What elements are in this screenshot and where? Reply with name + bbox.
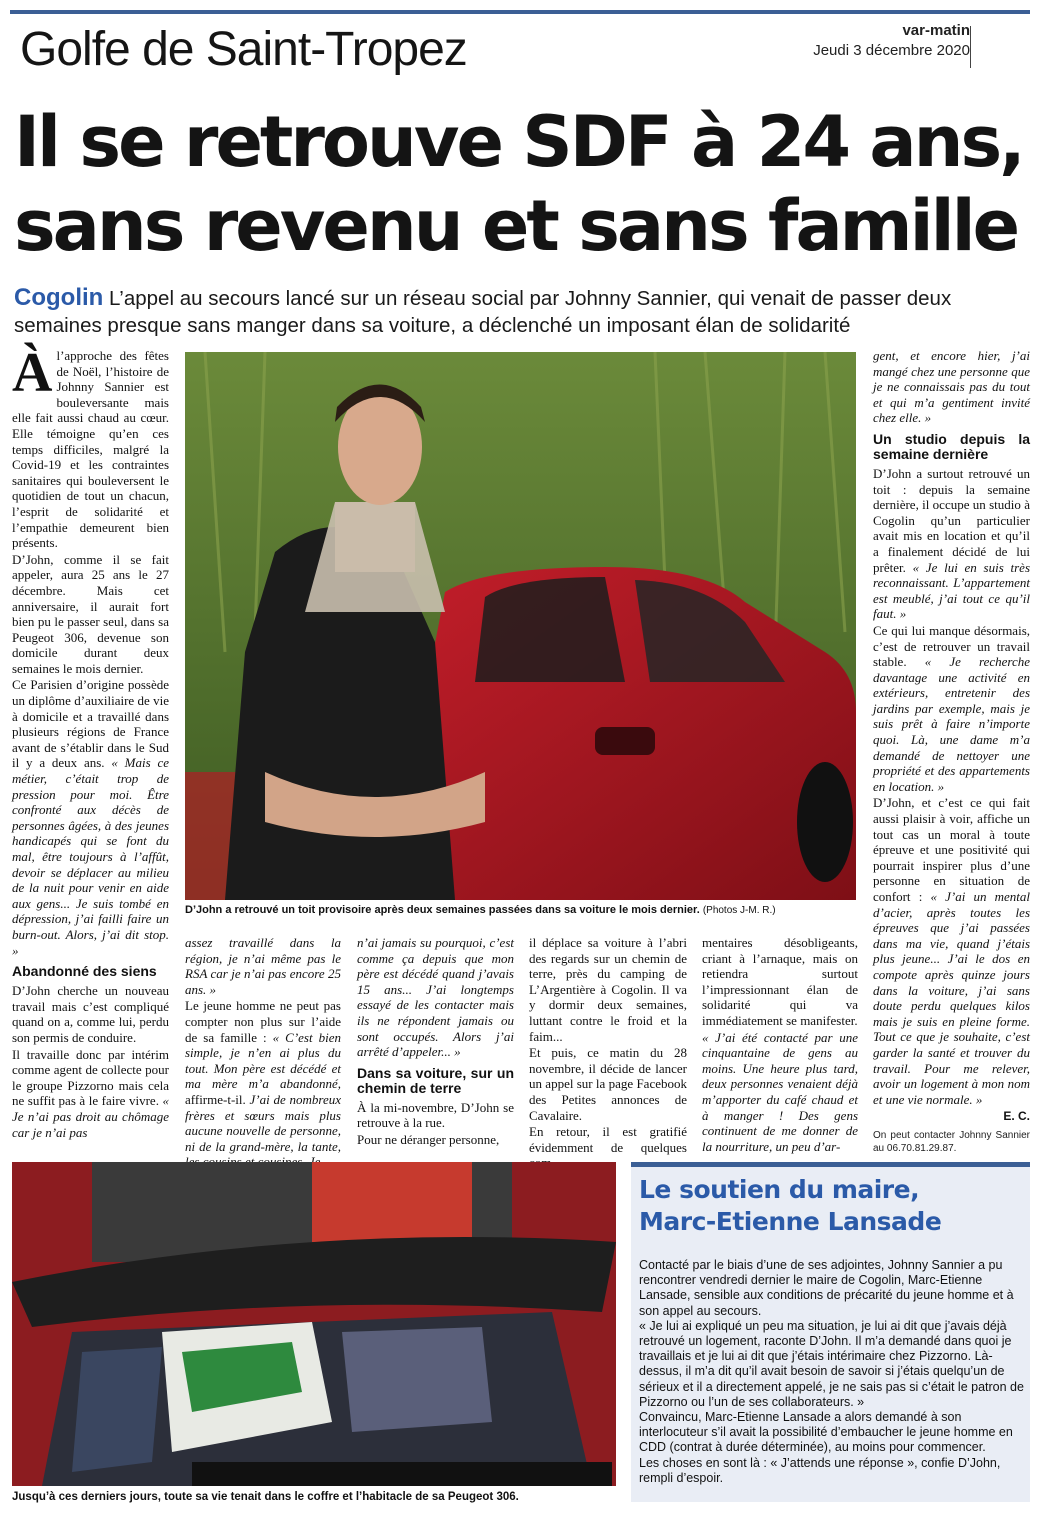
col1-paragraph-2: D’John, comme il se fait appeler, aura 25 ans le 27 décembre. Mais cet anniversaire, il aurait fort bien pu le passer seul, dans sa Peugeot 306, devenue son domicile durant deux semaines le mois dernier. — [12, 551, 169, 676]
col1-paragraph-4: D’John cherche un nouveau travail mais c’est compliqué quand on a, comme lui, perdu son permis de conduire. — [12, 983, 169, 1045]
issue-date: Jeudi 3 décembre 2020 — [813, 42, 970, 59]
lead — [14, 284, 1034, 339]
col3-paragraph-2: À la mi-novembre, D’John se retrouve à la rue. — [357, 1099, 514, 1131]
col6-p4-quote: « J’ai un mental d’acier, après toutes les épreuves que j’ai passées dans ma vie, quand j’étais plus jeune... J’ai le dos en compote après quinze jours dans la voiture, j’ai sans doute perdu quelques kilos mais je suis en pleine forme. Tout ce que je souhaite, c’est garder la santé et trouver du travail. Pour me relever, avoir un logement à mon nom et une vie normale. » — [873, 889, 1030, 1107]
col6-p3-quote: « Je recherche davantage une activité en extérieurs, entretenir des jardins par exemple, mais je suis prêt à faire n’importe quoi. Là, une dame m’a demandé de nettoyer une propriété et des appartements en location. » — [873, 654, 1030, 794]
col1-p5-quote: « Je n’ai pas droit au chômage car je n’ai pas — [12, 1093, 169, 1140]
headline-line-2: sans revenu et sans famille — [14, 185, 1018, 267]
column-2 — [185, 935, 341, 1171]
col1-p3-quote: « Mais ce métier, c’était trop de pression pour moi. Être confronté aux décès de personnes âgées, à des jeunes handicapés qui se font du mal, être toujours à l’affût, devoir se déplacer au milieu de la nuit pour venir en aide aux gens... Je suis tombé en dépression, j’ai failli faire un burn-out. Alors, j’ai dit stop. » — [12, 755, 170, 958]
photo-man-car-image — [185, 352, 856, 900]
mayor-box-paragraph-3: Convaincu, Marc-Etienne Lansade a alors demandé à son interlocuteur s’il avait la possibilité d’embaucher le jeune homme en CDD (contrat à durée déterminée), au moins pour commencer. — [639, 1410, 1013, 1455]
subhead-abandonne: Abandonné des siens — [12, 963, 157, 980]
section-title: Golfe de Saint-Tropez — [20, 23, 467, 76]
masthead — [813, 22, 970, 59]
lead-text: L’appel au secours lancé sur un réseau social par Johnny Sannier, qui venait de passer deux semaines presque sans manger dans sa voiture, a déclenché un imposant élan de solidarité — [14, 287, 952, 337]
col6-paragraph-1 — [873, 348, 1030, 426]
headline-line-1: Il se retrouve SDF à 24 ans, — [14, 101, 1023, 183]
photo-car-trunk — [12, 1162, 616, 1486]
mayor-box-paragraph-2: « Je lui ai expliqué un peu ma situation, je lui ai dit que j’avais déjà retrouvé un logement, raconte D’John. Il m’a demandé dans quoi je travaillais et je lui ai dit que j’étais intérimaire chez Pizzorno. Là-dessus, il m’a dit qu’il avait besoin de savoir si j’étais quelqu’un de sérieux et il a directement appelé, je ne sais pas si c’était le patron de Pizzorno ou l’un de ses collaborateurs. » — [639, 1318, 1024, 1409]
photo-credit: (Photos J-M. R.) — [702, 905, 776, 916]
lead-town: Cogolin — [14, 284, 104, 311]
mayor-box-rule — [631, 1162, 1030, 1167]
col4-paragraph-3: En retour, il est gratifié évidemment de quelques — [529, 1124, 687, 1155]
photo-car-trunk-caption: Jusqu’à ces derniers jours, toute sa vie tenait dans le coffre et l’habitacle de sa Peugeot 306. — [12, 1491, 519, 1503]
top-rule — [10, 10, 1030, 14]
column-5 — [702, 935, 858, 1155]
dropcap: À — [12, 342, 53, 404]
col2-p2-quote-2: J’ai de nombreux frères et sœurs mais plus aucune nouvelle de personne, ni de la grand-mère, la tante, — [185, 1091, 341, 1154]
col2-p1-quote: assez travaillé dans la région, je n’ai même pas le RSA car je n’ai pas encore 25 ans. » — [185, 935, 341, 997]
col2-paragraph-2 — [185, 998, 341, 1170]
mayor-box-title — [639, 1174, 1029, 1238]
mayor-box — [631, 1162, 1030, 1502]
col6-paragraph-3 — [873, 623, 1030, 795]
mayor-box-title-line-2: Marc-Etienne Lansade — [639, 1207, 942, 1236]
col6-p2-quote: « Je lui en suis très reconnaissant. L’appartement est meublé, j’ai tout ce qu’il faut. » — [873, 559, 1031, 622]
masthead-divider — [970, 26, 971, 68]
subhead-voiture: Dans sa voiture, sur un chemin de terre — [357, 1064, 514, 1096]
mayor-box-paragraph-4: Les choses en sont là : « J’attends une réponse », confie D’John, rempli d’espoir. — [639, 1455, 1001, 1485]
col6-paragraph-2 — [873, 466, 1030, 622]
column-6 — [873, 348, 1030, 1155]
paper-name: var-matin — [902, 22, 970, 39]
column-4 — [529, 935, 687, 1172]
mayor-box-title-line-1: Le soutien du maire, — [639, 1175, 920, 1204]
photo-car-trunk-image — [12, 1162, 616, 1486]
col1-paragraph-3 — [12, 677, 169, 958]
col1-p3-text: Ce Parisien d’origine possède un diplôme d’auxiliaire de vie à domicile et a travaillé dans plusieurs régions de France avant de s’établir dans le Sud il y a deux ans. — [12, 677, 169, 771]
col3-paragraph-3: Pour ne déranger personne, — [357, 1131, 500, 1147]
caption-1-text: D’John a retrouvé un toit provisoire après deux semaines passées dans sa voiture le mois dernier. — [185, 904, 700, 916]
mayor-box-text — [639, 1258, 1024, 1486]
photo-man-car-caption — [185, 904, 856, 916]
col5-p2-quote: « J’ai été contacté par une cinquantaine de gens au moins. Une heure plus tard, deux personnes venaient déjà m’apporter du café chaud et à manger ! Des gens continuent de me donner de la nourriture, un peu d’ar- — [702, 1029, 858, 1154]
col5-paragraph-2 — [702, 1030, 858, 1155]
col1-paragraph-5 — [12, 1047, 169, 1141]
photo-man-car — [185, 352, 856, 900]
col3-paragraph-1 — [357, 935, 514, 1060]
col2-p2-quote: « C’est bien simple, je n’en ai plus du tout. Mon père est décédé et ma mère m’a abandonné, — [185, 1029, 341, 1092]
col6-paragraph-4 — [873, 795, 1030, 1107]
col2-paragraph-1 — [185, 935, 341, 997]
subhead-studio: Un studio depuis la semaine dernière — [873, 430, 1030, 462]
col2-p2-attrib: affirme-t-il. — [185, 1091, 250, 1107]
column-3 — [357, 935, 514, 1149]
col6-p2-text: D’John a surtout retrouvé un toit : depuis la semaine dernière, il occupe un studio à Cogolin qu’un particulier avait mis en location et qu’il a finalement décidé de lui prêter. — [873, 465, 1030, 575]
col1-p5-text: Il travaille donc par intérim comme agent de collecte pour le groupe Pizzorno mais cela ne suffit pas à le faire vivre. — [12, 1046, 169, 1109]
mayor-box-paragraph-1: Contacté par le biais d’une de ses adjointes, Johnny Sannier a pu rencontrer vendredi dernier le maire de Cogolin, Marc-Etienne Lansade, sensible aux conditions de précarité du jeune homme et à son appel au secours. — [639, 1258, 1014, 1318]
col6-p4-text: D’John, et c’est ce qui fait aussi plaisir à voir, affiche un tout cas un moral à toute épreuve et une positivité qui pourrait inspirer plus d’une personne en situation de confort : — [873, 795, 1030, 904]
col4-paragraph-2: Et puis, ce matin du 28 novembre, il décide de lancer un appel sur la page Facebook des Petites annonces de Cavalaire. — [529, 1045, 687, 1123]
col6-p1-quote: gent, et encore hier, j’ai mangé chez une personne que je ne connaissais pas du tout et qui m’a gentiment invité chez elle. » — [873, 348, 1030, 426]
col1-paragraph-1 — [12, 342, 169, 551]
col4-paragraph-1: il déplace sa voiture à l’abri des regards sur un chemin de terre, près du camping de L’Argentière à Cogolin. Il va y dormir deux semaines, luttant contre le froid et la faim... — [529, 935, 687, 1044]
col5-paragraph-1: mentaires désobligeants, criant à l’arnaque, mais on retiendra surtout l’impressionnant élan de solidarité qui va immédiatement se manifester. — [702, 935, 858, 1028]
col2-p2-text: Le jeune homme ne peut pas compter non plus sur l’aide de sa famille : — [185, 998, 341, 1045]
col1-p1-text: l’approche des fêtes de Noël, l’histoire de Johnny Sannier est bouleversante mais elle fait aussi chaud au cœur. Elle témoigne qu’en ces temps difficiles, malgré la Covid-19 et les contraintes sanitaires qui bouleversent le quotidien de tout un chacun, l’esprit de solidarité et l’empathie demeurent bien présents. — [12, 348, 169, 551]
col6-p3-text: Ce qui lui manque désormais, c’est de retrouver un travail stable. — [873, 622, 1030, 670]
headline — [14, 100, 1039, 268]
contact-note: On peut contacter Johnny Sannier au 06.70.81.29.87. — [873, 1129, 1030, 1154]
col3-p1-quote: n’ai jamais su pourquoi, c’est comme ça depuis que mon père est décédé quand j’avais 15 ans... J’ai longtemps essayé de les contacter mais ils ne répondent jamais ou sont occupés. Alors j’ai arrêté d’appeler... » — [357, 935, 514, 1060]
column-1 — [12, 342, 170, 1141]
author-signature: E. C. — [1003, 1109, 1030, 1124]
